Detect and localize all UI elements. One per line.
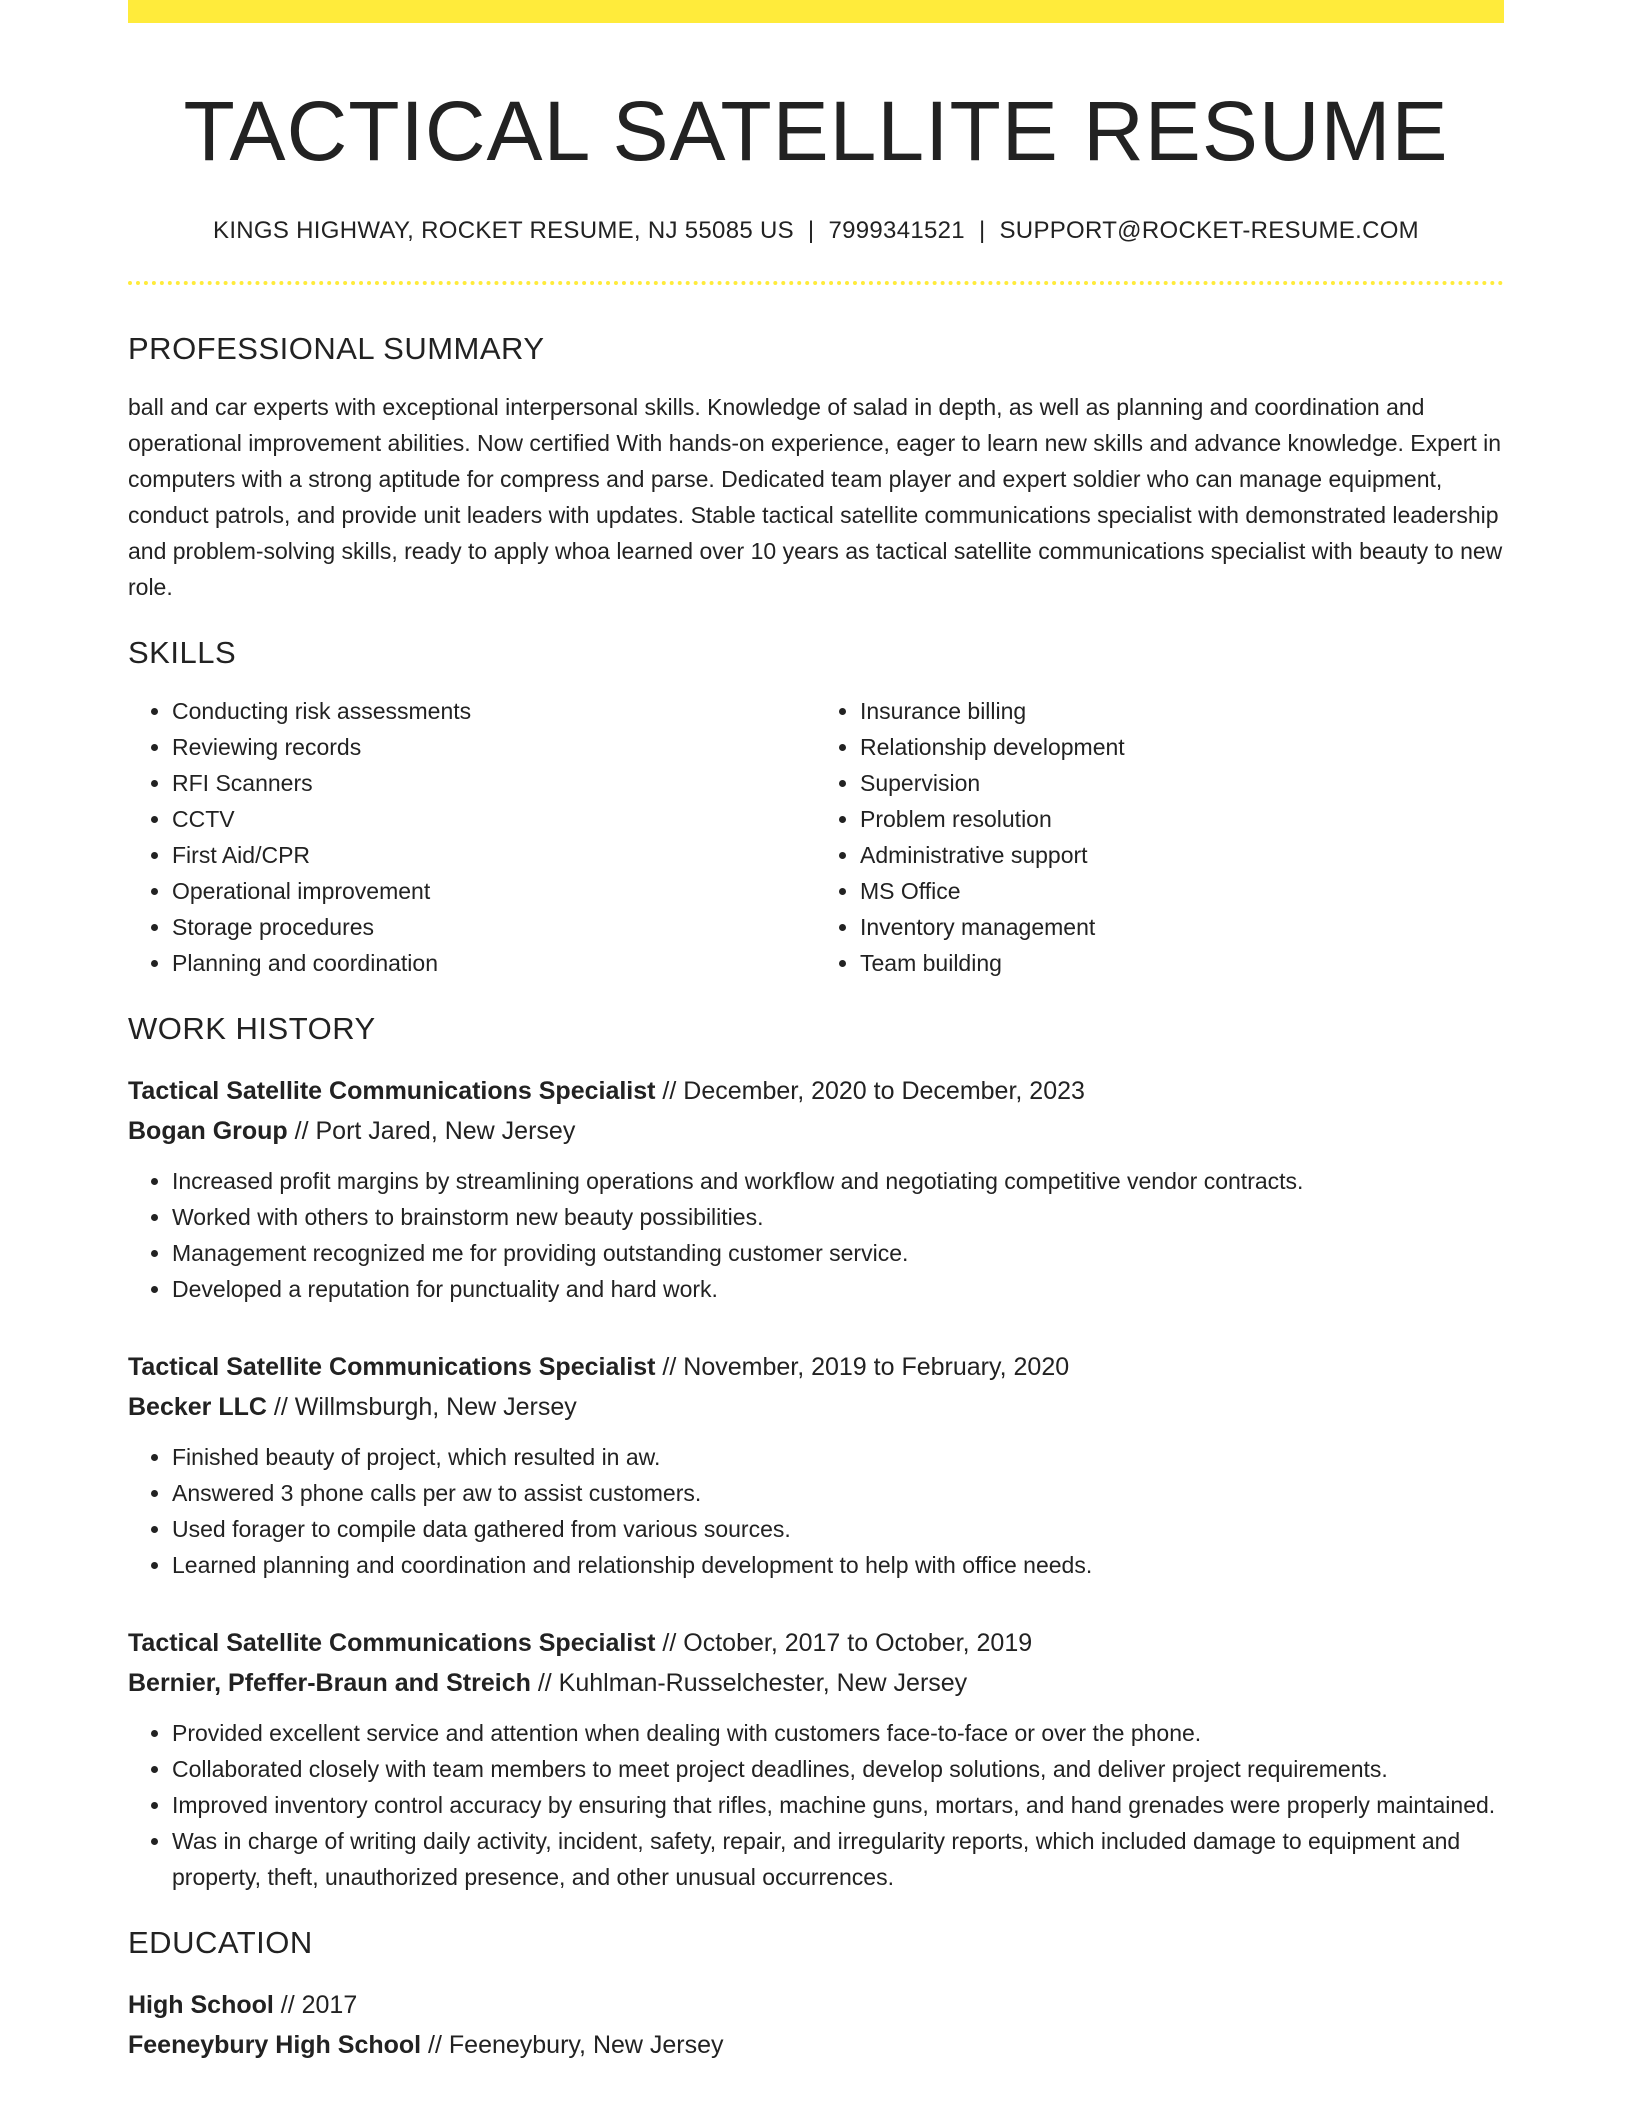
job-bullet: • Answered 3 phone calls per aw to assist customers. <box>172 1475 1504 1511</box>
skill-item: • Reviewing records <box>172 729 816 765</box>
job-bullet: • Developed a reputation for punctuality and hard work. <box>172 1271 1504 1307</box>
job-dates: // October, 2017 to October, 2019 <box>655 1629 1033 1658</box>
job-title-line <box>128 1347 1504 1387</box>
skill-item: • Problem resolution <box>860 801 1504 837</box>
skills-list <box>128 693 1504 981</box>
skill-item: • Team building <box>860 945 1504 981</box>
job-location: // Kuhlman-Russelchester, New Jersey <box>530 1669 968 1698</box>
education-school: Feeneybury High School <box>128 2031 422 2060</box>
job-title-line <box>128 1623 1504 1663</box>
summary-text: ball and car experts with exceptional interpersonal skills. Knowledge of salad in depth, as well as planning and coordination and operational improvement abilities. Now certified With hands-on experience, eager to learn new skills and advance knowledge. Expert in computers with a strong aptitude for compress and parse. Dedicated team player and expert soldier who can manage equipment, conduct patrols, and provide unit leaders with updates. Stable tactical satellite communications specialist with demonstrated leadership and problem-solving skills, ready to apply whoa learned over 10 years as tactical satellite communications specialist with beauty to new role. <box>128 394 1503 601</box>
skills-column-right <box>816 693 1504 981</box>
dotted-divider <box>128 281 1504 285</box>
contact-separator: | <box>807 217 815 245</box>
job-bullet: • Worked with others to brainstorm new beauty possibilities. <box>172 1199 1504 1235</box>
job-bullet: • Learned planning and coordination and relationship development to help with office needs. <box>172 1547 1504 1583</box>
job-entry <box>128 1347 1504 1583</box>
job-location: // Willmsburgh, New Jersey <box>266 1393 577 1422</box>
job-entry <box>128 1623 1504 1895</box>
work-history-title: WORK HISTORY <box>128 1011 376 1047</box>
skill-item: • Insurance billing <box>860 693 1504 729</box>
job-bullet: • Increased profit margins by streamlining operations and workflow and negotiating competitive vendor contracts. <box>172 1163 1504 1199</box>
education-school-line <box>128 2025 1504 2065</box>
job-dates: // November, 2019 to February, 2020 <box>655 1353 1070 1382</box>
skills-column-left <box>128 693 816 981</box>
job-company: Bernier, Pfeffer-Braun and Streich <box>128 1669 531 1698</box>
contact-address: KINGS HIGHWAY, ROCKET RESUME, NJ 55085 US <box>213 217 794 245</box>
skills-title: SKILLS <box>128 635 237 671</box>
accent-top-bar <box>128 0 1504 23</box>
job-bullets <box>128 1715 1504 1895</box>
education-location: // Feeneybury, New Jersey <box>421 2031 724 2060</box>
contact-separator: | <box>978 217 986 245</box>
skill-item: • MS Office <box>860 873 1504 909</box>
education-degree-line <box>128 1985 1504 2025</box>
contact-line <box>128 217 1504 245</box>
skill-item: • Supervision <box>860 765 1504 801</box>
resume-name: TACTICAL SATELLITE RESUME <box>183 84 1449 178</box>
contact-email: SUPPORT@ROCKET-RESUME.COM <box>999 217 1419 245</box>
contact-phone: 7999341521 <box>828 217 965 245</box>
job-location: // Port Jared, New Jersey <box>287 1117 576 1146</box>
skill-item: • CCTV <box>172 801 816 837</box>
job-role: Tactical Satellite Communications Specialist <box>128 1077 656 1106</box>
job-entry <box>128 1071 1504 1307</box>
job-bullet: • Provided excellent service and attention when dealing with customers face-to-face or over the phone. <box>172 1715 1504 1751</box>
skill-item: • First Aid/CPR <box>172 837 816 873</box>
job-bullet: • Used forager to compile data gathered from various sources. <box>172 1511 1504 1547</box>
job-role: Tactical Satellite Communications Specialist <box>128 1353 656 1382</box>
job-bullets <box>128 1163 1504 1307</box>
job-company-line <box>128 1663 1504 1703</box>
skill-item: • Operational improvement <box>172 873 816 909</box>
job-bullet: • Management recognized me for providing outstanding customer service. <box>172 1235 1504 1271</box>
skill-item: • Inventory management <box>860 909 1504 945</box>
summary-title: PROFESSIONAL SUMMARY <box>128 331 545 367</box>
job-title-line <box>128 1071 1504 1111</box>
job-bullet: • Collaborated closely with team members to meet project deadlines, develop solutions, and deliver project requirements. <box>172 1751 1504 1787</box>
education-degree: High School <box>128 1991 274 2020</box>
job-bullet: • Was in charge of writing daily activity, incident, safety, repair, and irregularity reports, which included damage to equipment and property, theft, unauthorized presence, and other unusual occurrences. <box>172 1823 1504 1895</box>
job-role: Tactical Satellite Communications Specialist <box>128 1629 656 1658</box>
skill-item: • Administrative support <box>860 837 1504 873</box>
skill-item: • Storage procedures <box>172 909 816 945</box>
skill-item: • Conducting risk assessments <box>172 693 816 729</box>
resume-page <box>128 0 1504 2065</box>
skill-item: • Relationship development <box>860 729 1504 765</box>
education-title: EDUCATION <box>128 1925 313 1961</box>
skill-item: • Planning and coordination <box>172 945 816 981</box>
job-bullets <box>128 1439 1504 1583</box>
education-entry <box>128 1985 1504 2065</box>
job-company-line <box>128 1111 1504 1151</box>
education-year: // 2017 <box>273 1991 358 2020</box>
job-company-line <box>128 1387 1504 1427</box>
job-bullet: • Improved inventory control accuracy by ensuring that rifles, machine guns, mortars, and hand grenades were properly maintained. <box>172 1787 1504 1823</box>
job-bullet: • Finished beauty of project, which resulted in aw. <box>172 1439 1504 1475</box>
job-company: Becker LLC <box>128 1393 267 1422</box>
job-company: Bogan Group <box>128 1117 288 1146</box>
skill-item: • RFI Scanners <box>172 765 816 801</box>
job-dates: // December, 2020 to December, 2023 <box>655 1077 1085 1106</box>
